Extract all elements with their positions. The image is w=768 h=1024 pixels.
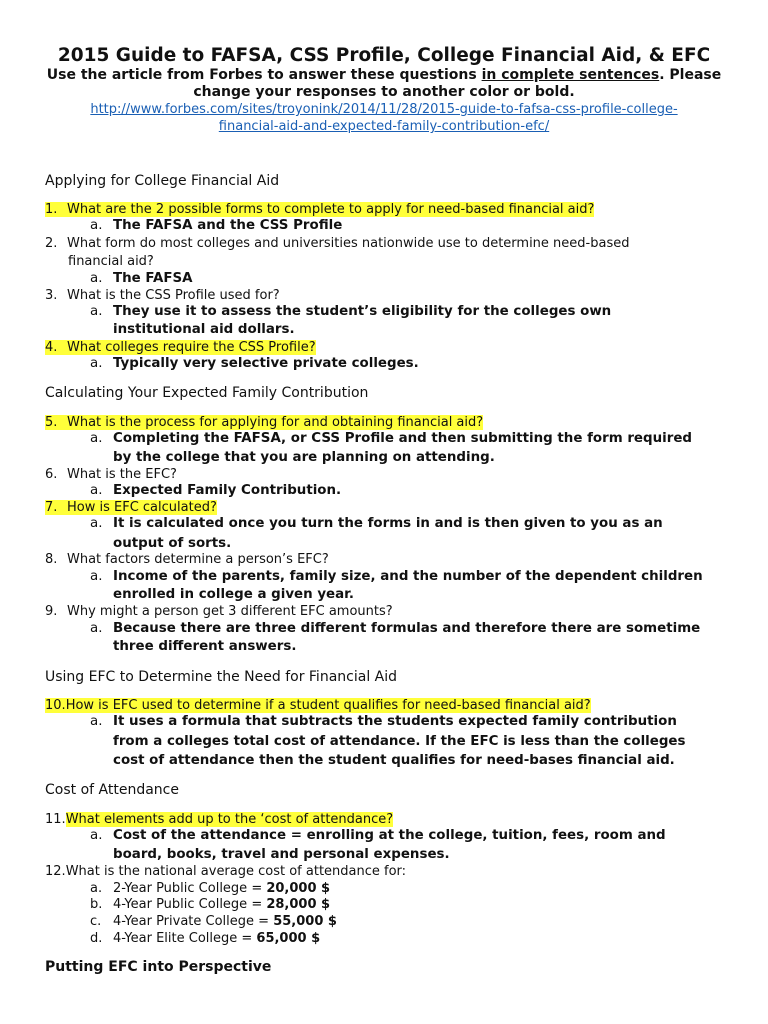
question-11: 11.What elements add up to the ‘cost of attendance? bbox=[45, 812, 394, 827]
question-9: 9. Why might a person get 3 different EFC amounts? bbox=[45, 604, 393, 619]
forbes-article-link[interactable] bbox=[40, 101, 728, 135]
section-heading-applying: Applying for College Financial Aid bbox=[45, 173, 280, 189]
question-3: 3. What is the CSS Profile used for? bbox=[45, 288, 280, 303]
answer-10: a. It uses a formula that subtracts the students expected family contribution bbox=[90, 714, 677, 729]
section-heading-cost: Cost of Attendance bbox=[45, 782, 179, 798]
answer-10-line2: from a colleges total cost of attendance. If the EFC is less than the colleges bbox=[113, 734, 686, 749]
question-5: 5. What is the process for applying for and obtaining financial aid? bbox=[45, 415, 484, 430]
link-line1[interactable]: http://www.forbes.com/sites/troyonink/2014/11/28/2015-guide-to-fafsa-css-profile-college- bbox=[90, 102, 678, 117]
answer-8-line2: enrolled in college a given year. bbox=[113, 587, 354, 602]
document-title: 2015 Guide to FAFSA, CSS Profile, College Financial Aid, & EFC bbox=[57, 45, 711, 66]
answer-4: a. Typically very selective private colleges. bbox=[90, 356, 419, 371]
answer-7-line2: output of sorts. bbox=[113, 536, 232, 551]
question-8: 8. What factors determine a person’s EFC? bbox=[45, 552, 329, 567]
answer-9-line2: three different answers. bbox=[113, 639, 297, 654]
question-4: 4. What colleges require the CSS Profile? bbox=[45, 340, 316, 355]
instructions-line2: change your responses to another color or bold. bbox=[193, 84, 575, 100]
answer-6: a. Expected Family Contribution. bbox=[90, 483, 342, 498]
answer-9: a. Because there are three different formulas and therefore there are sometime bbox=[90, 621, 701, 636]
question-2-continuation: financial aid? bbox=[68, 254, 154, 269]
answer-1: a. The FAFSA and the CSS Profile bbox=[90, 218, 343, 233]
answer-2: a. The FAFSA bbox=[90, 271, 193, 286]
link-line2[interactable]: financial-aid-and-expected-family-contribution-efc/ bbox=[218, 119, 550, 134]
section-heading-need: Using EFC to Determine the Need for Financial Aid bbox=[45, 669, 398, 685]
instructions-underlined: in complete sentences bbox=[481, 67, 660, 83]
cost-item: b. 4-Year Public College = 28,000 $ bbox=[90, 897, 331, 912]
answer-3: a. They use it to assess the student’s eligibility for the colleges own bbox=[90, 304, 612, 319]
instructions-part2: . Please bbox=[659, 67, 722, 83]
answer-7: a. It is calculated once you turn the forms in and is then given to you as an bbox=[90, 516, 663, 531]
answer-5-line2: by the college that you are planning on attending. bbox=[113, 450, 495, 465]
section-heading-efc: Calculating Your Expected Family Contribution bbox=[45, 385, 369, 401]
question-10: 10.How is EFC used to determine if a student qualifies for need-based financial aid? bbox=[45, 698, 591, 713]
cost-item: c. 4-Year Private College = 55,000 $ bbox=[90, 914, 337, 929]
question-12: 12.What is the national average cost of attendance for: bbox=[45, 864, 407, 879]
instructions-part1: Use the article from Forbes to answer these questions bbox=[46, 67, 482, 83]
question-2: 2. What form do most colleges and universities nationwide use to determine need-based bbox=[45, 236, 630, 251]
answer-5: a. Completing the FAFSA, or CSS Profile and then submitting the form required bbox=[90, 431, 692, 446]
answer-8: a. Income of the parents, family size, and the number of the dependent children bbox=[90, 569, 703, 584]
answer-10-line3: cost of attendance then the student qualifies for need-bases financial aid. bbox=[113, 753, 675, 768]
question-6: 6. What is the EFC? bbox=[45, 467, 177, 482]
answer-3-line2: institutional aid dollars. bbox=[113, 322, 295, 337]
question-1: 1. What are the 2 possible forms to complete to apply for need-based financial aid? bbox=[45, 202, 595, 217]
instructions bbox=[40, 67, 728, 101]
answer-11-line2: board, books, travel and personal expenses. bbox=[113, 847, 450, 862]
cost-item: a. 2-Year Public College = 20,000 $ bbox=[90, 881, 331, 896]
answer-11: a. Cost of the attendance = enrolling at the college, tuition, fees, room and bbox=[90, 828, 666, 843]
cost-item: d. 4-Year Elite College = 65,000 $ bbox=[90, 931, 321, 946]
question-7: 7. How is EFC calculated? bbox=[45, 500, 217, 515]
section-heading-perspective: Putting EFC into Perspective bbox=[45, 959, 272, 975]
